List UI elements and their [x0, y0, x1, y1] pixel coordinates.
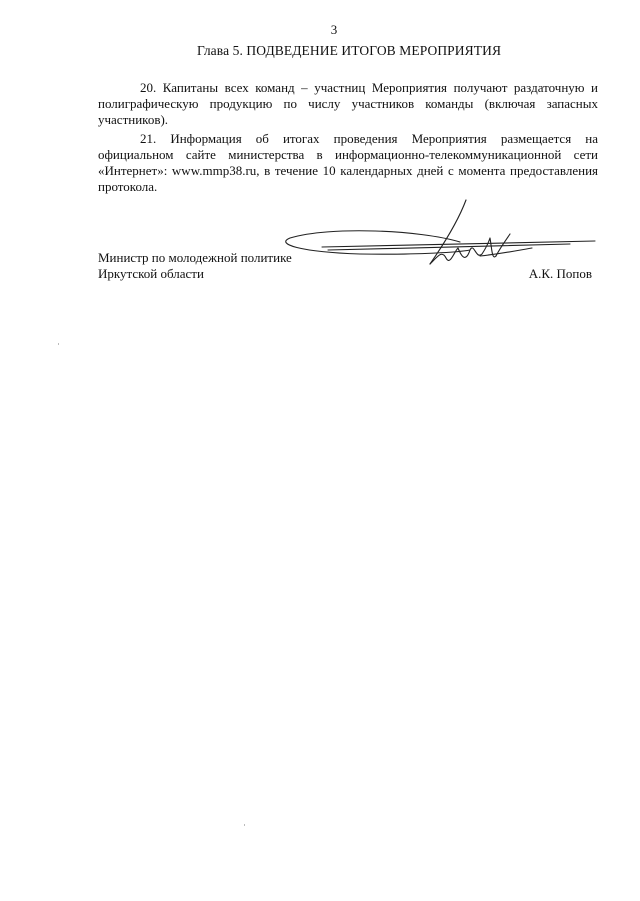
signatory-name: А.К. Попов	[528, 266, 592, 281]
signatory-position-line1: Министр по молодежной политике	[98, 250, 292, 265]
paragraph-21: 21. Информация об итогах проведения Мероприятия размещается на официальном сайте министерства в информационно-телекоммуникационной сети «Интернет»: www.mmp38.ru, в течение 10 календарных дней с момента предоставления протокола.	[98, 131, 598, 194]
page-number: 3	[330, 22, 338, 37]
scan-speck	[244, 824, 245, 826]
signature-block	[98, 250, 598, 290]
signatory-position-line2: Иркутской области	[98, 266, 204, 281]
paragraph-20: 20. Капитаны всех команд – участниц Мероприятия получают раздаточную и полиграфическую продукцию по числу участников команды (включая запасных участников).	[98, 80, 598, 127]
scan-speck	[58, 343, 59, 345]
chapter-title: Глава 5. ПОДВЕДЕНИЕ ИТОГОВ МЕРОПРИЯТИЯ	[196, 43, 502, 58]
